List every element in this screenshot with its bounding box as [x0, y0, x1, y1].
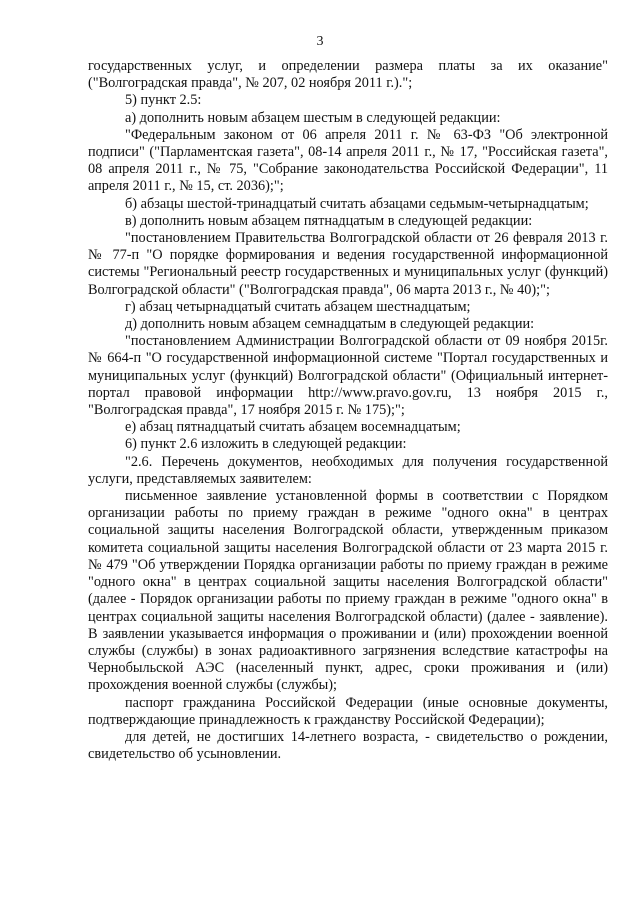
paragraph-4: "Федеральным законом от 06 апреля 2011 г. № 63-ФЗ "Об электронной подписи" ("Парламентская газета", 08-14 апреля 2011 г., № 17, "Российская газета", 08 апреля 2011 г., № 75, "Собрание законодательства Российской Федерации", 11 апреля 2011 г., № 15, ст. 2036);";	[88, 126, 608, 195]
paragraph-8: г) абзац четырнадцатый считать абзацем шестнадцатым;	[125, 298, 471, 315]
paragraph-10: "постановлением Администрации Волгоградской области от 09 ноября 2015г. № 664-п "О государственной информационной системе "Портал государственных и муниципальных услуг (функций) Волгоградской области" (Официальный интернет-портал правовой информации http://www.pravo.gov.ru, 13 ноября 2015 г., "Волгоградская правда", 17 ноября 2015 г. № 175);";	[88, 333, 608, 419]
paragraph-9: д) дополнить новым абзацем семнадцатым в следующей редакции:	[125, 316, 535, 333]
paragraph-2: 5) пункт 2.5:	[125, 92, 202, 109]
paragraph-16: для детей, не достигших 14-летнего возраста, - свидетельство о рождении, свидетельство об усыновлении.	[88, 728, 608, 763]
paragraph-7: "постановлением Правительства Волгоградской области от 26 февраля 2013 г. № 77-п "О порядке формирования и ведения государственной информационной системы "Региональный реестр государственных и муниципальных услуг (функций) Волгоградской области" ("Волгоградская правда", 06 марта 2013 г., № 40);";	[88, 230, 608, 298]
paragraph-1: государственных услуг, и определении размера платы за их оказание" ("Волгоградская правда", № 207, 02 ноября 2011 г.).";	[88, 58, 608, 92]
document-body	[88, 58, 608, 763]
paragraph-14: письменное заявление установленной формы в соответствии с Порядком организации работы по приему граждан в режиме "одного окна" в центрах социальной защиты населения Волгоградской области, утвержденным приказом комитета социальной защиты населения Волгоградской области от 23 марта 2015 г. № 479 "Об утверждении Порядка организации работы по приему граждан в режиме "одного окна" в центрах социальной защиты населения Волгоградской области" (далее - Порядок организации работы по приему граждан в режиме "одного окна" в центрах социальной защиты населения Волгоградской области) (далее - заявление). В заявлении указывается информация о проживании и (или) прохождении военной службы (службы) в зонах радиоактивного загрязнения вследствие катастрофы на Чернобыльской АЭС (населенный пункт, адрес, сроки проживания и (или) прохождения военной службы (службы);	[88, 488, 608, 694]
paragraph-15: паспорт гражданина Российской Федерации (иные основные документы, подтверждающие принадлежность к гражданству Российской Федерации);	[88, 694, 608, 728]
paragraph-5: б) абзацы шестой-тринадцатый считать абзацами седьмым-четырнадцатым;	[125, 195, 589, 212]
paragraph-3: а) дополнить новым абзацем шестым в следующей редакции:	[125, 109, 501, 126]
page-number: 3	[316, 34, 324, 49]
paragraph-13: "2.6. Перечень документов, необходимых для получения государственной услуги, представляемых заявителем:	[88, 453, 608, 487]
paragraph-6: в) дополнить новым абзацем пятнадцатым в следующей редакции:	[125, 212, 533, 229]
paragraph-12: 6) пункт 2.6 изложить в следующей редакции:	[125, 436, 407, 453]
paragraph-11: е) абзац пятнадцатый считать абзацем восемнадцатым;	[125, 419, 461, 436]
